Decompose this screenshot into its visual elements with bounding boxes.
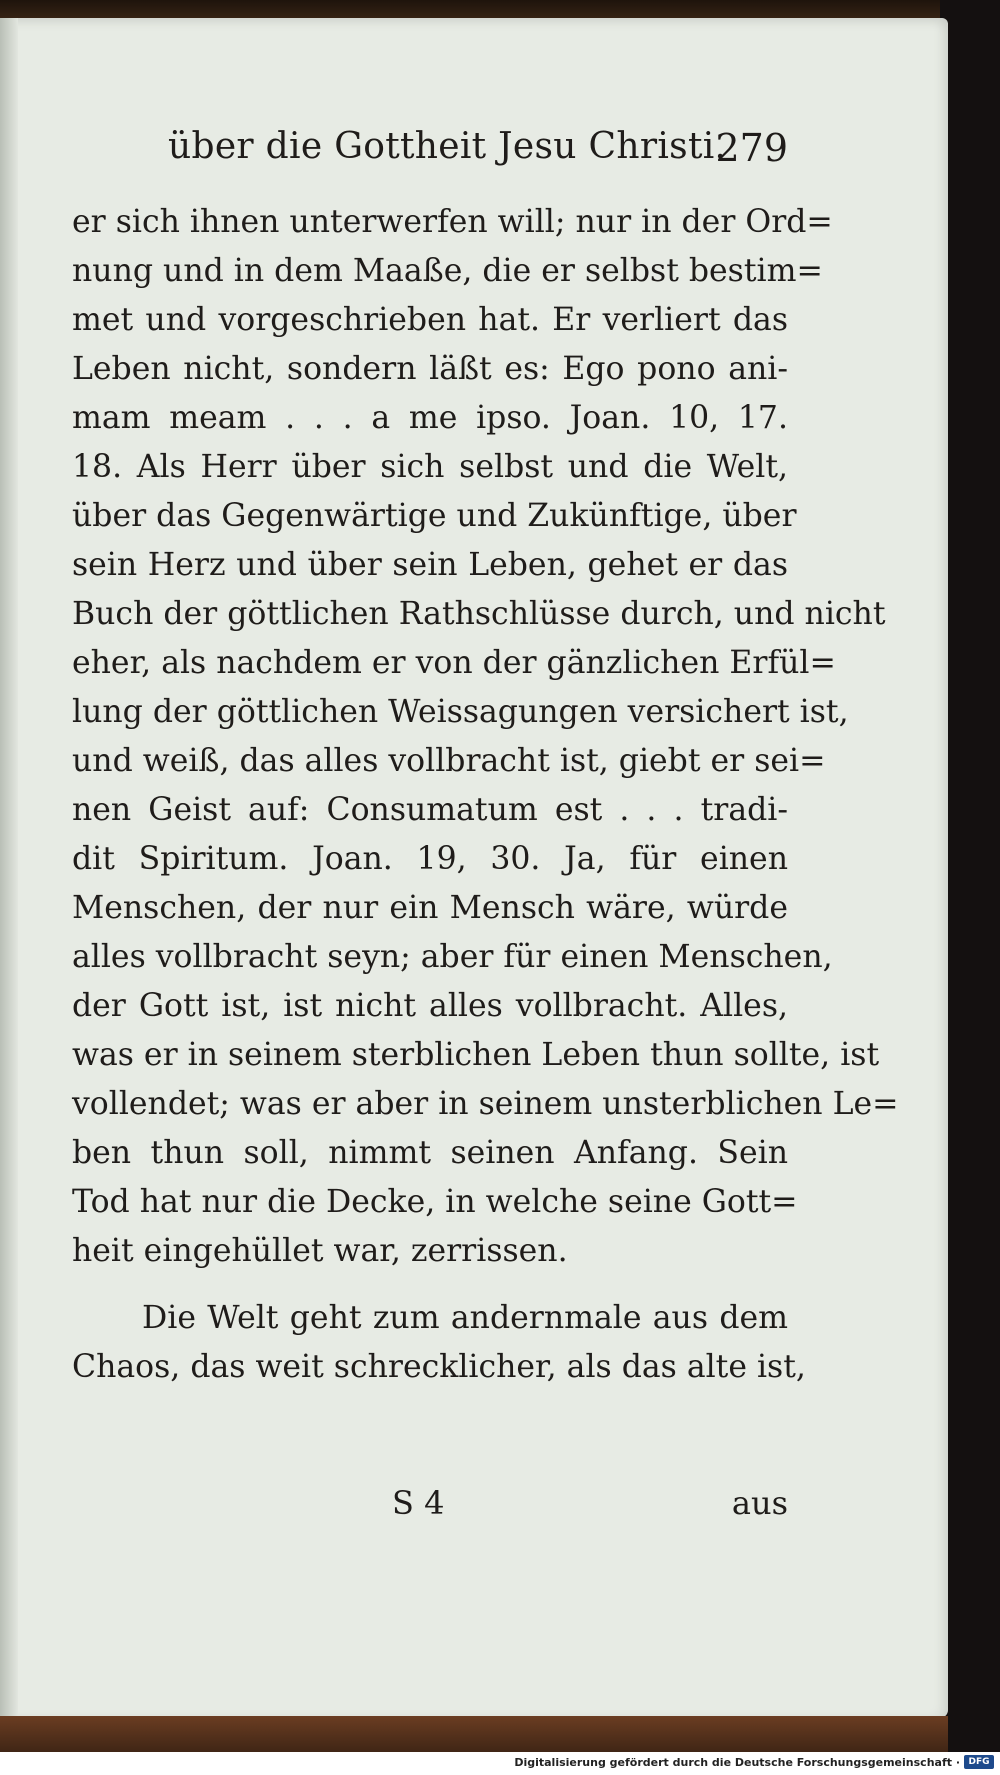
text-line: heit eingehüllet war, zerrissen. bbox=[72, 1233, 568, 1269]
page-gutter bbox=[0, 18, 18, 1718]
signature-mark: S 4 bbox=[392, 1484, 445, 1522]
text-line: und weiß, das alles vollbracht ist, giebt er sei= bbox=[72, 743, 826, 779]
book-cover-edge bbox=[0, 1716, 948, 1756]
page-footer bbox=[72, 1484, 788, 1534]
text-line: lung der göttlichen Weissagungen versichert ist, bbox=[72, 694, 849, 730]
text-line: met und vorgeschrieben hat. Er verliert das bbox=[72, 302, 788, 338]
digitization-credit: Digitalisierung gefördert durch die Deutsche Forschungsgemeinschaft · bbox=[514, 1756, 960, 1769]
dark-background bbox=[940, 0, 1000, 1775]
text-line: nen Geist auf: Consumatum est . . . tradi- bbox=[72, 792, 788, 828]
text-line: Tod hat nur die Decke, in welche seine Gott= bbox=[72, 1184, 798, 1220]
page-number: 279 bbox=[715, 126, 788, 170]
text-line: Die Welt geht zum andernmale aus dem bbox=[142, 1300, 788, 1336]
text-line: Leben nicht, sondern läßt es: Ego pono ani- bbox=[72, 351, 788, 387]
text-line: ben thun soll, nimmt seinen Anfang. Sein bbox=[72, 1135, 788, 1171]
running-head: über die Gottheit Jesu Christi. bbox=[168, 126, 727, 167]
text-line: der Gott ist, ist nicht alles vollbracht. Alles, bbox=[72, 988, 788, 1024]
text-line: mam meam . . . a me ipso. Joan. 10, 17. bbox=[72, 400, 788, 436]
text-line: alles vollbracht seyn; aber für einen Menschen, bbox=[72, 939, 833, 975]
text-line: dit Spiritum. Joan. 19, 30. Ja, für einen bbox=[72, 841, 788, 877]
text-line: Menschen, der nur ein Mensch wäre, würde bbox=[72, 890, 788, 926]
text-line: nung und in dem Maaße, die er selbst bestim= bbox=[72, 253, 823, 289]
text-line: was er in seinem sterblichen Leben thun sollte, ist bbox=[72, 1037, 880, 1073]
page-header bbox=[168, 126, 788, 176]
dfg-logo: DFG bbox=[964, 1755, 994, 1769]
text-line: Buch der göttlichen Rathschlüsse durch, und nicht bbox=[72, 596, 886, 632]
text-line: er sich ihnen unterwerfen will; nur in der Ord= bbox=[72, 204, 833, 240]
body-text bbox=[72, 198, 899, 1392]
text-line: 18. Als Herr über sich selbst und die Welt, bbox=[72, 449, 788, 485]
text-line: über das Gegenwärtige und Zukünftige, über bbox=[72, 498, 797, 534]
text-line: vollendet; was er aber in seinem unsterblichen Le= bbox=[72, 1086, 899, 1122]
text-line: sein Herz und über sein Leben, gehet er das bbox=[72, 547, 788, 583]
text-line: eher, als nachdem er von der gänzlichen Erfül= bbox=[72, 645, 836, 681]
text-line: Chaos, das weit schrecklicher, als das alte ist, bbox=[72, 1349, 806, 1385]
catchword: aus bbox=[731, 1484, 788, 1522]
